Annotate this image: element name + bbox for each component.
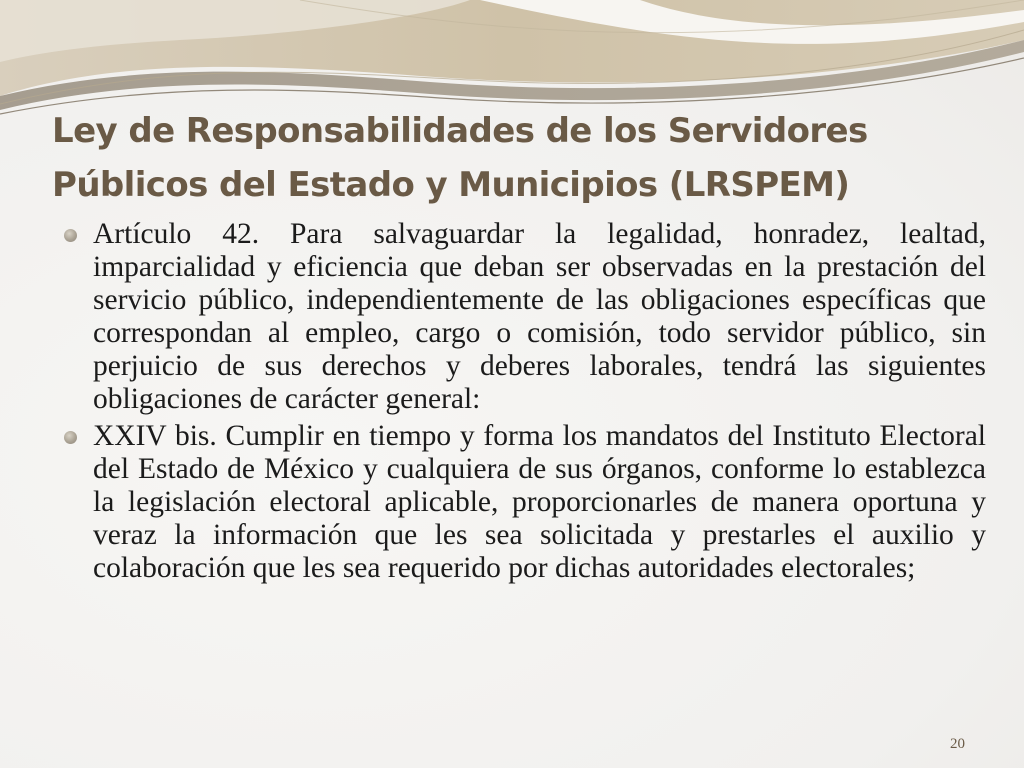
bullet-item-articulo-42 bbox=[64, 218, 986, 416]
bullet-text: XXIV bis. Cumplir en tiempo y forma los mandatos del Instituto Electoral del Estado de México y cualquiera de sus órganos, conforme lo establezca la legislación electoral aplicable, proporcionarles de manera oportuna y veraz la información que les sea solicitada y prestarles el auxilio y colaboración que les sea requerido por dichas autoridades electorales; bbox=[93, 420, 986, 584]
title-line-1: Ley de Responsabilidades de los Servidores bbox=[52, 111, 868, 151]
bullet-text: Artículo 42. Para salvaguardar la legalidad, honradez, lealtad, imparcialidad y eficiencia que deban ser observadas en la prestación del servicio público, independientemente de las obligaciones específicas que correspondan al empleo, cargo o comisión, todo servidor público, sin perjuicio de sus derechos y deberes laborales, tendrá las siguientes obligaciones de carácter general: bbox=[93, 218, 986, 415]
page-number: 20 bbox=[950, 736, 965, 752]
bullet-list bbox=[64, 218, 986, 589]
bullet-dot-icon bbox=[64, 431, 77, 444]
bullet-item-xxiv-bis bbox=[64, 420, 986, 585]
slide-title bbox=[52, 104, 952, 212]
bullet-dot-icon bbox=[64, 229, 77, 242]
title-line-2: Públicos del Estado y Municipios (LRSPEM) bbox=[52, 165, 850, 205]
